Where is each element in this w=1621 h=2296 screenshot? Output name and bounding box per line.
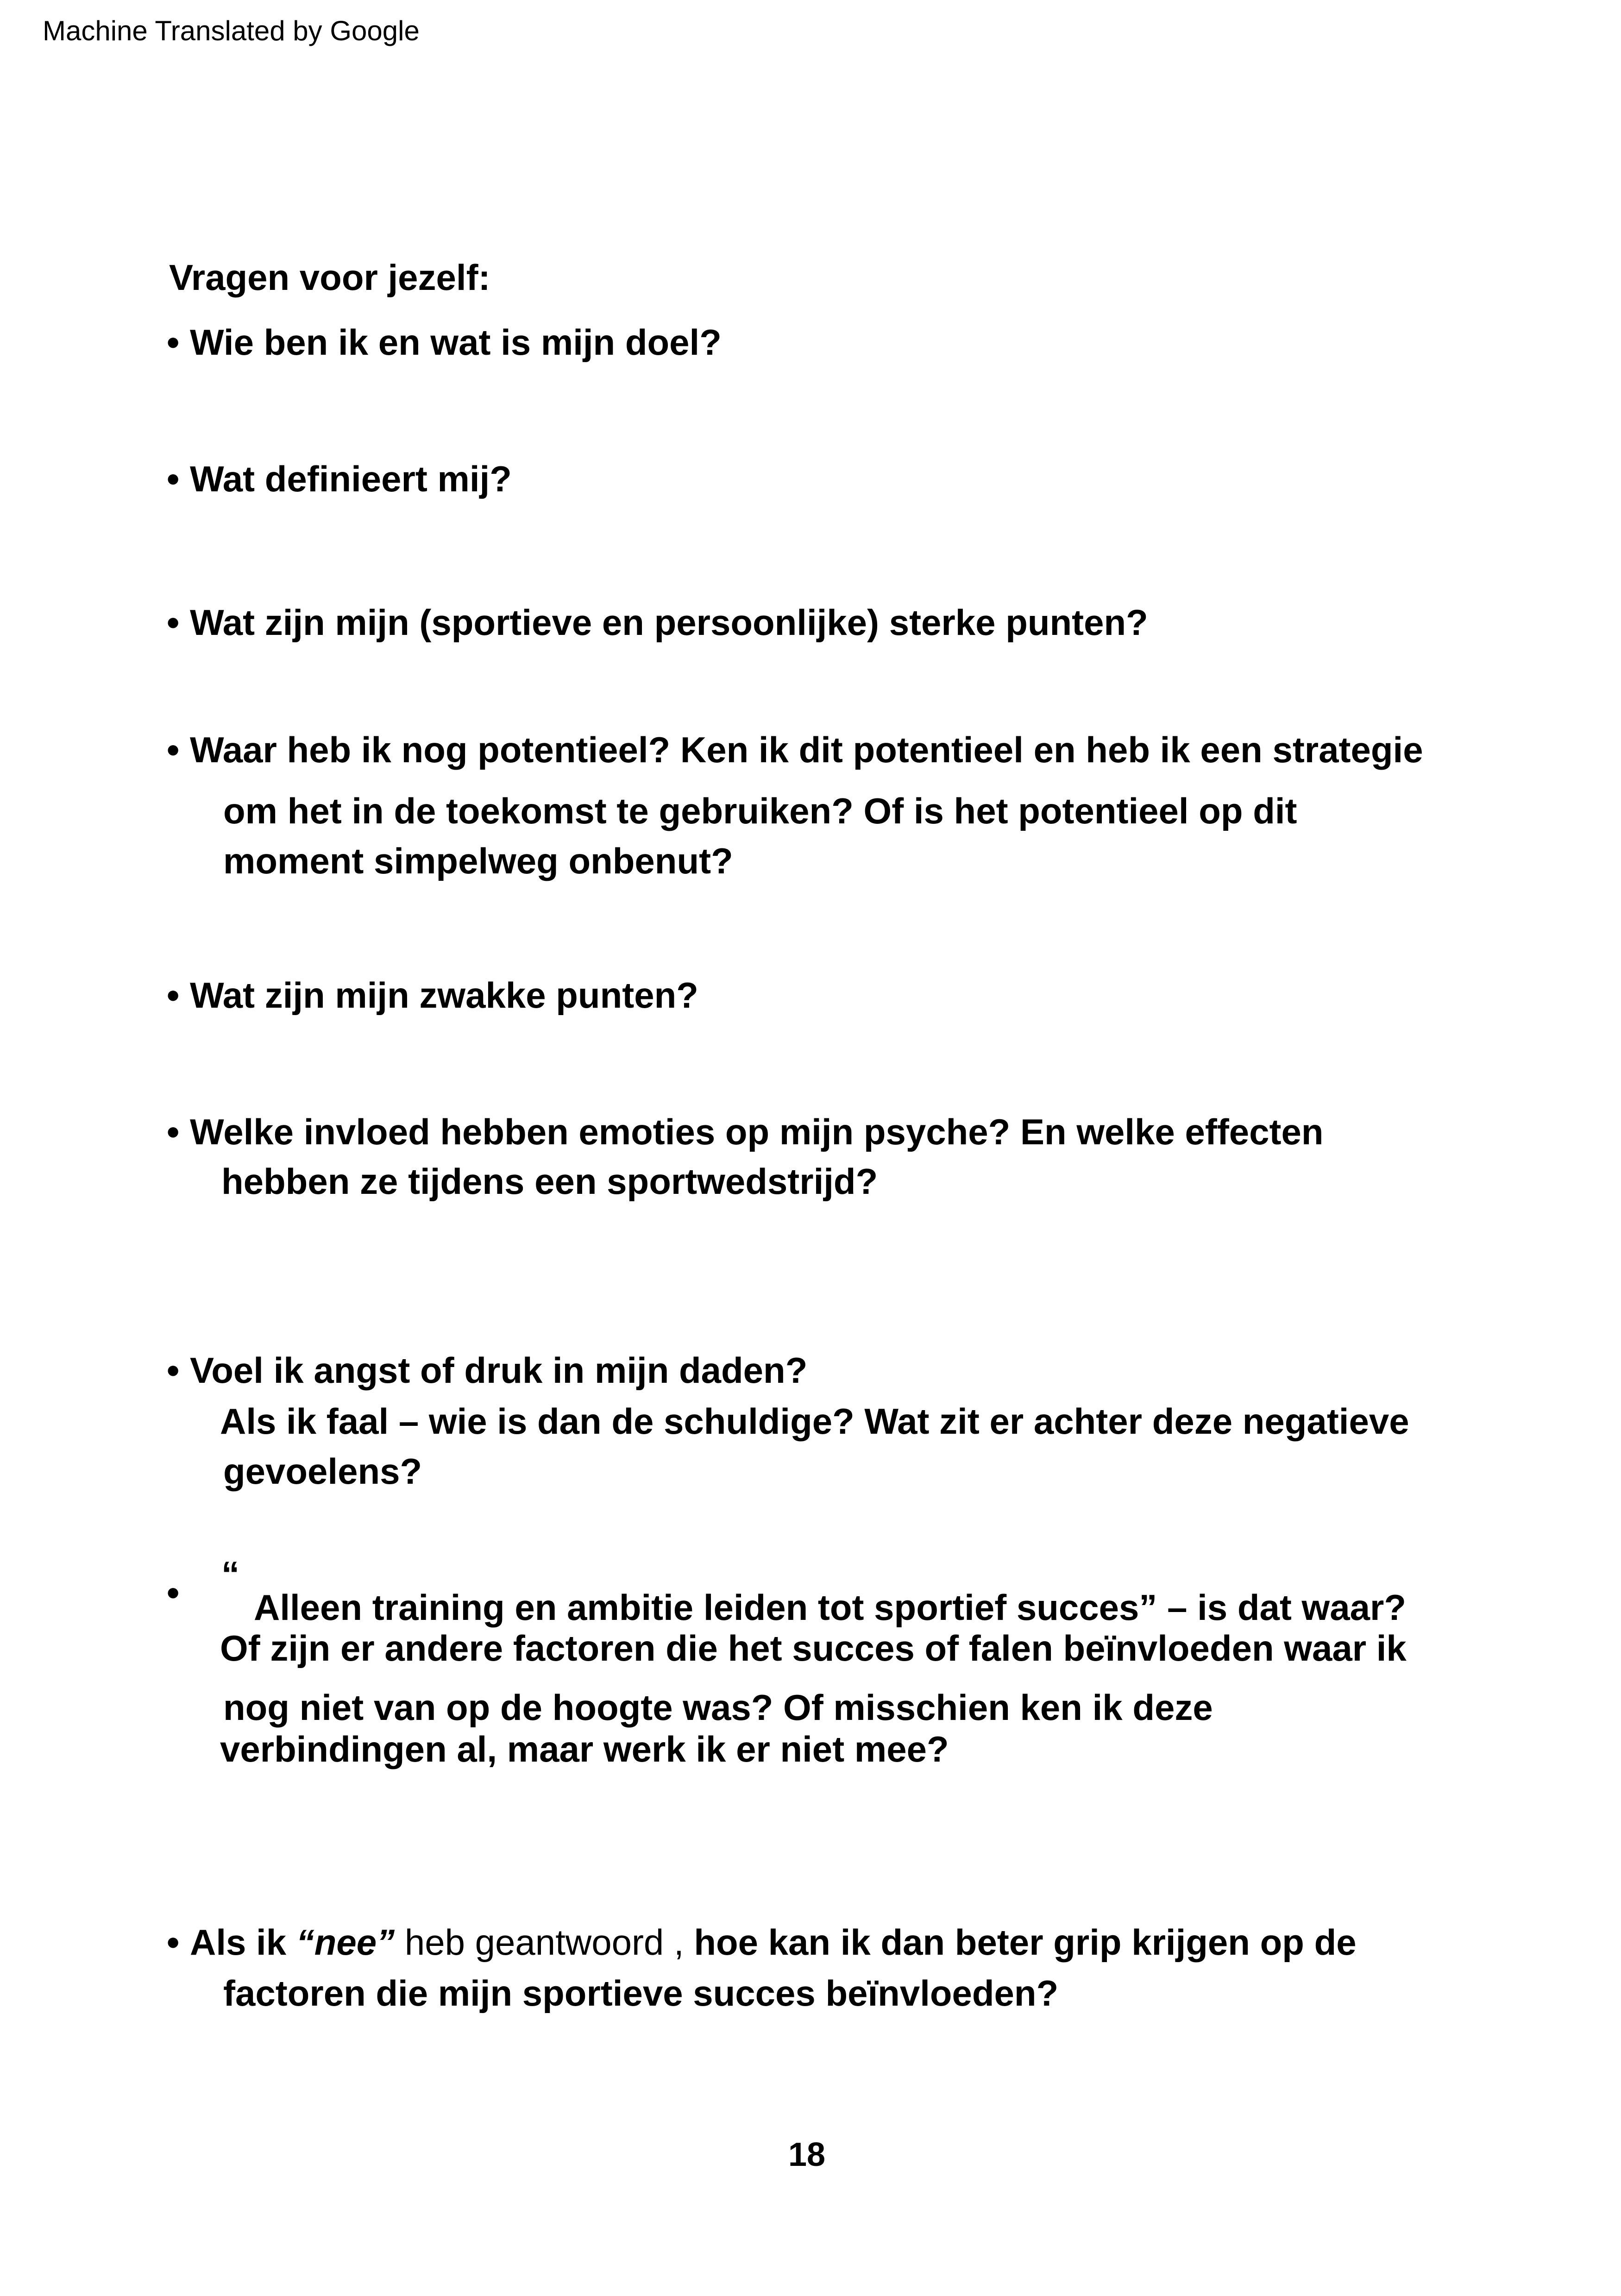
question-3 (167, 602, 1148, 643)
question-5-text: Wat zijn mijn zwakke punten? (190, 975, 698, 1016)
question-8-bullet (167, 1572, 190, 1613)
bullet-icon: • (167, 458, 180, 499)
question-6 (167, 1111, 1324, 1152)
bullet-icon: • (167, 1572, 180, 1613)
question-4-line-2: om het in de toekomst te gebruiken? Of is het potentieel op dit (223, 790, 1297, 831)
question-2 (167, 458, 512, 499)
question-7-line-1: Voel ik angst of druk in mijn daden? (190, 1350, 808, 1391)
bullet-icon: • (167, 602, 180, 643)
question-7-line-2: Als ik faal – wie is dan de schuldige? Wat zit er achter deze negatieve (220, 1401, 1409, 1442)
question-6-line-2: hebben ze tijdens een sportwedstrijd? (221, 1161, 878, 1202)
bullet-icon: • (167, 322, 180, 363)
question-9 (167, 1922, 1357, 1963)
question-4-line-1: Waar heb ik nog potentieel? Ken ik dit potentieel en heb ik een strategie (190, 729, 1423, 770)
question-9-rest: hoe kan ik dan beter grip krijgen op de (694, 1922, 1357, 1963)
machine-translation-banner: Machine Translated by Google (43, 15, 420, 46)
question-9-prefix: Als ik (190, 1922, 296, 1963)
page-number: 18 (788, 2136, 826, 2173)
question-8-line-2: Of zijn er andere factoren die het succes of falen beïnvloeden waar ik (220, 1628, 1407, 1669)
question-2-text: Wat definieert mij? (190, 458, 512, 499)
question-6-line-1: Welke invloed hebben emoties op mijn psyche? En welke effecten (190, 1111, 1324, 1152)
question-5 (167, 975, 698, 1016)
question-8-line-4: verbindingen al, maar werk ik er niet mee? (220, 1729, 949, 1769)
question-1 (167, 322, 722, 363)
question-8-open-quote: “ (221, 1554, 239, 1594)
question-1-text: Wie ben ik en wat is mijn doel? (190, 322, 722, 363)
page-heading: Vragen voor jezelf: (169, 257, 490, 298)
question-9-middle: heb geantwoord , (395, 1922, 694, 1963)
question-9-emphasis: “nee” (296, 1922, 395, 1963)
bullet-icon: • (167, 729, 180, 770)
question-9-line-2: factoren die mijn sportieve succes beïnvloeden? (223, 1973, 1059, 2014)
question-8-line-1: Alleen training en ambitie leiden tot sportief succes” – is dat waar? (254, 1587, 1406, 1628)
question-4-line-3: moment simpelweg onbenut? (223, 841, 733, 881)
bullet-icon: • (167, 1922, 180, 1963)
bullet-icon: • (167, 975, 180, 1016)
bullet-icon: • (167, 1111, 180, 1152)
question-3-text: Wat zijn mijn (sportieve en persoonlijke) sterke punten? (190, 602, 1148, 643)
question-7 (167, 1350, 808, 1391)
bullet-icon: • (167, 1350, 180, 1391)
question-8-line-3: nog niet van op de hoogte was? Of misschien ken ik deze (223, 1687, 1213, 1728)
question-4 (167, 729, 1423, 770)
question-7-line-3: gevoelens? (223, 1451, 422, 1492)
